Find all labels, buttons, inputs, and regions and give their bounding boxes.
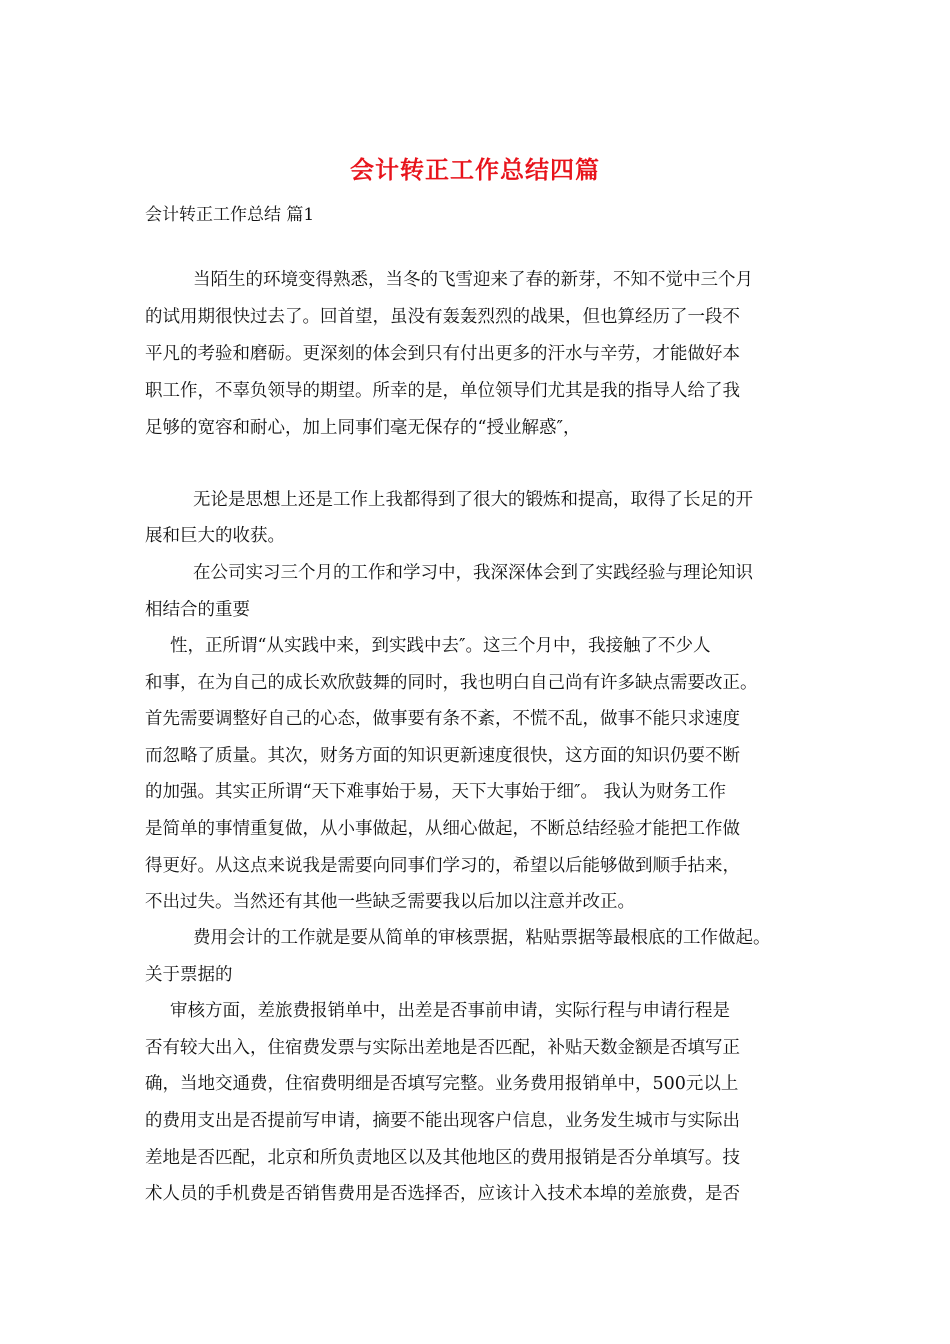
text-line: 的费用支出是否提前写申请，摘要不能出现客户信息，业务发生城市与实际出 — [145, 1111, 740, 1131]
text-line: 足够的宽容和耐心，加上同事们毫无保存的“授业解惑″， — [145, 418, 581, 438]
text-line: 费用会计的工作就是要从简单的审核票据，粘贴票据等最根底的工作做起。 — [193, 928, 771, 948]
text-line: 展和巨大的收获。 — [145, 526, 285, 546]
text-line: 职工作，不辜负领导的期望。所幸的是，单位领导们尤其是我的指导人给了我 — [145, 381, 740, 401]
text-line: 的试用期很快过去了。回首望，虽没有轰轰烈烈的战果，但也算经历了一段不 — [145, 307, 740, 327]
text-line: 而忽略了质量。其次，财务方面的知识更新速度很快，这方面的知识仍要不断 — [145, 746, 740, 766]
text-line: 相结合的重要 — [145, 600, 250, 620]
document-title: 会计转正工作总结四篇 — [350, 155, 600, 184]
text-line: 差地是否匹配，北京和所负责地区以及其他地区的费用报销是否分单填写。技 — [145, 1148, 740, 1168]
text-line: 当陌生的环境变得熟悉，当冬的飞雪迎来了春的新芽，不知不觉中三个月 — [193, 270, 753, 290]
text-line: 无论是思想上还是工作上我都得到了很大的锻炼和提高，取得了长足的开 — [193, 490, 753, 510]
text-line: 关于票据的 — [145, 965, 233, 985]
text-line: 术人员的手机费是否销售费用是否选择否，应该计入技术本埠的差旅费，是否 — [145, 1184, 740, 1204]
text-line: 否有较大出入，住宿费发票与实际出差地是否匹配，补贴天数金额是否填写正 — [145, 1038, 740, 1058]
text-line: 的加强。其实正所谓“天下难事始于易，天下大事始于细″。 我认为财务工作 — [145, 782, 727, 802]
text-line: 审核方面，差旅费报销单中，出差是否事前申请，实际行程与申请行程是 — [170, 1001, 730, 1021]
text-line: 得更好。从这点来说我是需要向同事们学习的，希望以后能够做到顺手拈来， — [145, 856, 740, 876]
text-line: 和事，在为自己的成长欢欣鼓舞的同时，我也明白自己尚有许多缺点需要改正。 — [145, 673, 758, 693]
text-line: 平凡的考验和磨砺。更深刻的体会到只有付出更多的汗水与辛劳，才能做好本 — [145, 344, 740, 364]
text-line: 在公司实习三个月的工作和学习中，我深深体会到了实践经验与理论知识 — [193, 563, 753, 583]
section-heading: 会计转正工作总结 篇1 — [145, 205, 315, 225]
text-line: 不出过失。当然还有其他一些缺乏需要我以后加以注意并改正。 — [145, 892, 635, 912]
text-line: 性，正所谓“从实践中来，到实践中去″。这三个月中，我接触了不少人 — [170, 636, 711, 656]
text-line: 是简单的事情重复做，从小事做起，从细心做起，不断总结经验才能把工作做 — [145, 819, 740, 839]
text-line: 确，当地交通费，住宿费明细是否填写完整。业务费用报销单中，500元以上 — [145, 1074, 739, 1094]
text-line: 首先需要调整好自己的心态，做事要有条不紊，不慌不乱，做事不能只求速度 — [145, 709, 740, 729]
